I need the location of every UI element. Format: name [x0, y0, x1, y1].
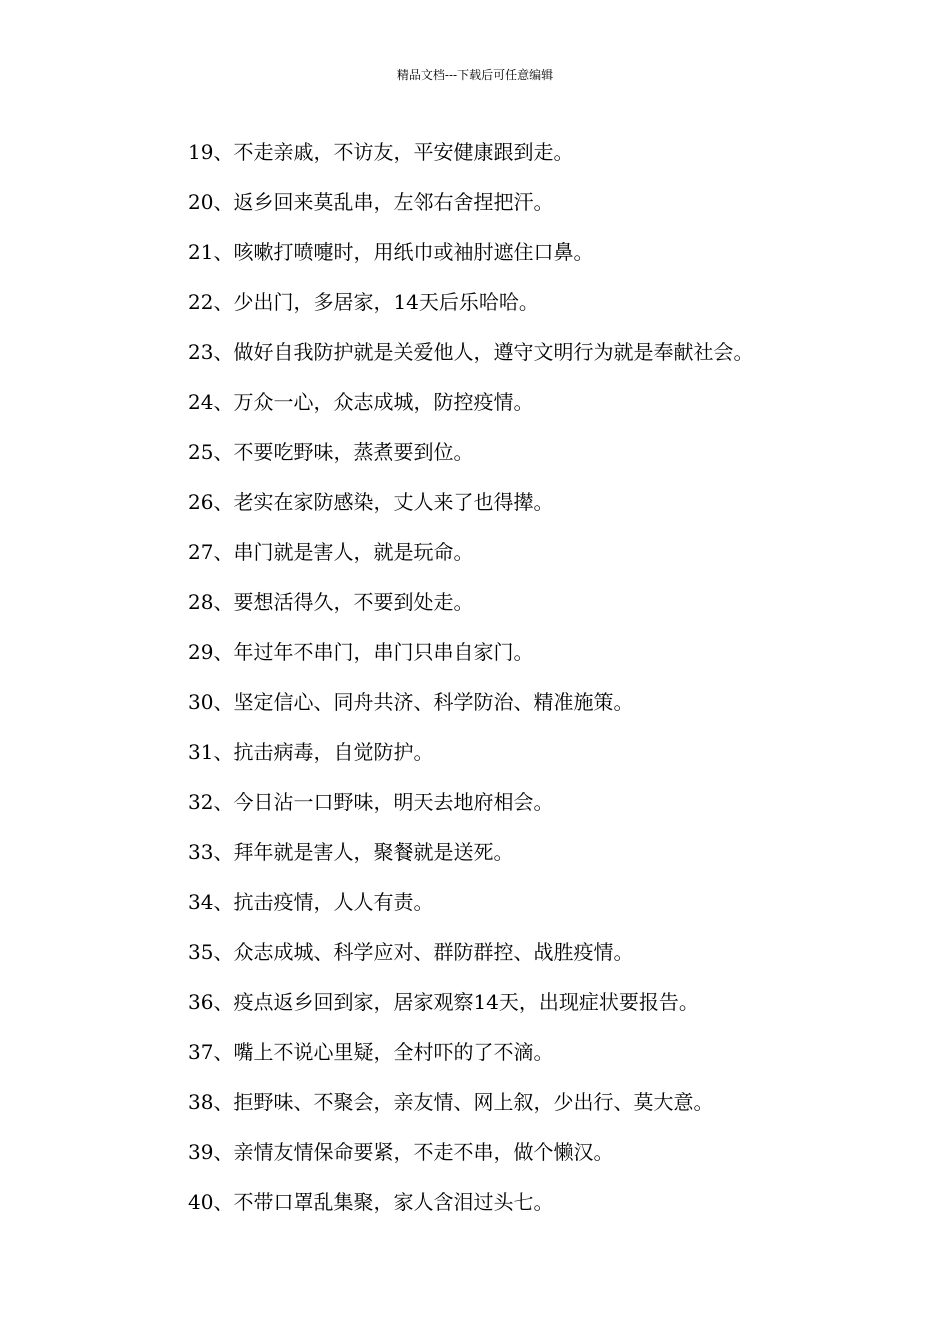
list-item: 36、疫点返乡回到家，居家观察14天，出现症状要报告。 [188, 990, 699, 1014]
list-item: 32、今日沾一口野味，明天去地府相会。 [188, 790, 554, 814]
list-item: 34、抗击疫情，人人有责。 [188, 890, 434, 914]
list-item: 27、串门就是害人，就是玩命。 [188, 540, 474, 564]
list-item: 31、抗击病毒，自觉防护。 [188, 740, 434, 764]
slogan-list [188, 136, 753, 1236]
list-item: 21、咳嗽打喷嚏时，用纸巾或袖肘遮住口鼻。 [188, 240, 594, 264]
list-item: 23、做好自我防护就是关爱他人，遵守文明行为就是奉献社会。 [188, 340, 754, 364]
list-item: 30、坚定信心、同舟共济、科学防治、精准施策。 [188, 690, 634, 714]
list-item: 22、少出门，多居家，14天后乐哈哈。 [188, 290, 539, 314]
list-item: 19、不走亲戚，不访友，平安健康跟到走。 [188, 140, 574, 164]
list-item: 33、拜年就是害人，聚餐就是送死。 [188, 840, 514, 864]
list-item: 25、不要吃野味，蒸煮要到位。 [188, 440, 474, 464]
list-item: 40、不带口罩乱集聚，家人含泪过头七。 [188, 1190, 554, 1214]
list-item: 29、年过年不串门，串门只串自家门。 [188, 640, 534, 664]
list-item: 35、众志成城、科学应对、群防群控、战胜疫情。 [188, 940, 634, 964]
list-item: 37、嘴上不说心里疑，全村吓的了不滴。 [188, 1040, 554, 1064]
list-item: 26、老实在家防感染，丈人来了也得撵。 [188, 490, 554, 514]
page-header: 精品文档---下载后可任意编辑 [396, 68, 554, 82]
list-item: 28、要想活得久，不要到处走。 [188, 590, 474, 614]
list-item: 39、亲情友情保命要紧，不走不串，做个懒汉。 [188, 1140, 614, 1164]
list-item: 20、返乡回来莫乱串，左邻右舍捏把汗。 [188, 190, 554, 214]
list-item: 24、万众一心，众志成城，防控疫情。 [188, 390, 534, 414]
list-item: 38、拒野味、不聚会，亲友情、网上叙，少出行、莫大意。 [188, 1090, 714, 1114]
